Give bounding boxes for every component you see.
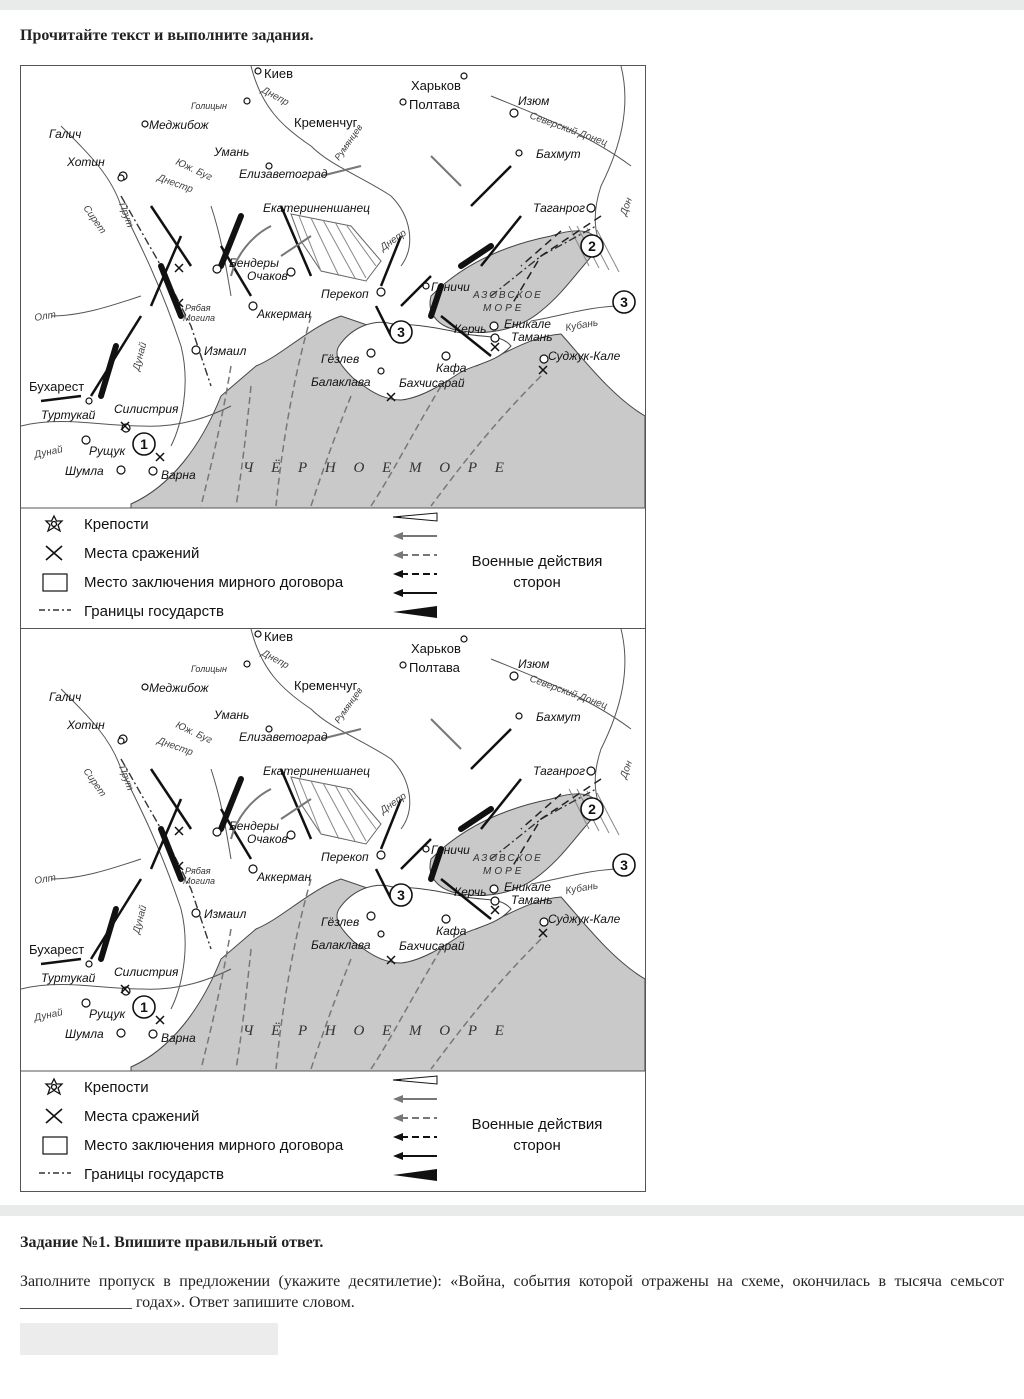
legend-fortresses: Крепости [84, 516, 149, 533]
city-elizavetgrad: Елизаветоград [239, 730, 328, 744]
city-taman: Тамань [511, 893, 553, 907]
battle-legend-icon [46, 546, 62, 560]
river-kuban: Кубань [564, 880, 599, 897]
river-prut: Прут [116, 764, 136, 793]
azov-sea-label-1: АЗОВСКОЕ [473, 853, 543, 864]
city-bakhchisaray: Бахчисарай [399, 376, 465, 390]
city-kiev: Киев [264, 66, 293, 81]
azov-sea-label-2: МОРЕ [483, 866, 525, 877]
city-kremenchug: Кременчуг [294, 115, 358, 130]
answer-input[interactable] [20, 1323, 278, 1355]
river-dnepr-north: Днепр [259, 647, 291, 672]
city-bendery: Бендеры [229, 256, 279, 270]
city-balaklava: Балаклава [311, 375, 371, 389]
marker-3-crimea: 3 [397, 887, 405, 903]
marker-2: 2 [588, 238, 596, 254]
historical-map-1 [20, 65, 646, 629]
city-kiev: Киев [264, 629, 293, 644]
black-sea-label: Ч Ё Р Н О Е М О Р Е [243, 1023, 506, 1039]
river-seversky-donets: Северский Донец [527, 673, 609, 712]
city-bukharest: Бухарест [29, 942, 85, 957]
river-dunai-north: Дунай [131, 904, 150, 935]
label-ryabaya: Рябая [185, 866, 211, 876]
legend-fortresses: Крепости [84, 1079, 149, 1096]
river-kuban: Кубань [564, 317, 599, 334]
legend [39, 513, 602, 620]
river-dunai-south: Дунай [33, 444, 64, 461]
city-silistria: Силистрия [114, 965, 179, 979]
city-kharkov: Харьков [411, 78, 461, 93]
city-izmail: Измаил [204, 344, 247, 358]
city-khotin: Хотин [67, 155, 105, 169]
city-bakhmut: Бахмут [536, 710, 581, 724]
city-uman: Умань [214, 708, 250, 722]
city-rushchuk: Рущук [89, 444, 126, 458]
city-bakhmut: Бахмут [536, 147, 581, 161]
river-dnepr-north: Днепр [259, 84, 291, 109]
city-perekop: Перекоп [321, 287, 369, 301]
marker-3-crimea: 3 [397, 324, 405, 340]
river-siret: Сирет [80, 203, 108, 237]
city-varna: Варна [161, 1031, 196, 1045]
task-question: Заполните пропуск в предложении (укажите десятилетие): «Война, события которой отражены на схеме, окончилась в тысяча семьсот ______________ годах». Ответ запишите словом. [20, 1273, 1004, 1311]
legend-battles: Места сражений [84, 1108, 200, 1125]
label-rumyantsev: Румянцев [332, 122, 365, 163]
marker-1: 1 [140, 999, 148, 1015]
map-svg [21, 66, 645, 628]
historical-map-2 [20, 628, 646, 1192]
city-genichi: Геничи [431, 280, 470, 294]
river-olt: Олт [33, 309, 57, 324]
river-yuzh-bug: Юж. Буг [173, 156, 214, 184]
label-rumyantsev: Румянцев [332, 685, 365, 726]
river-don: Дон [618, 196, 636, 218]
legend-battles: Места сражений [84, 545, 200, 562]
battle-legend-icon [46, 1109, 62, 1123]
azov-sea-label-2: МОРЕ [483, 303, 525, 314]
legend-actions-line1: Военные действия [471, 1116, 603, 1133]
legend-actions-line2: сторон [513, 574, 561, 591]
city-varna: Варна [161, 468, 196, 482]
marker-3-east: 3 [620, 294, 628, 310]
city-enikale: Еникале [504, 880, 551, 894]
city-kharkov: Харьков [411, 641, 461, 656]
city-shumla: Шумла [65, 464, 104, 478]
city-galich: Галич [49, 690, 82, 704]
river-prut: Прут [116, 201, 136, 230]
legend-actions-line2: сторон [513, 1137, 561, 1154]
map-svg [21, 629, 645, 1191]
city-ekaterinenshanets: Екатериненшанец [263, 201, 371, 215]
legend-actions-line1: Военные действия [471, 553, 603, 570]
city-medzhibozh: Меджибож [149, 118, 209, 132]
city-akkerman: Аккерман [257, 870, 312, 884]
marker-2: 2 [588, 801, 596, 817]
city-kafa: Кафа [436, 924, 467, 938]
city-kafa: Кафа [436, 361, 467, 375]
fortress-legend-icon [46, 516, 62, 531]
city-bukharest: Бухарест [29, 379, 85, 394]
city-gezlev: Гёзлев [321, 352, 360, 366]
city-enikale: Еникале [504, 317, 551, 331]
task-title: Задание №1. Впишите правильный ответ. [20, 1234, 324, 1251]
azov-sea-label-1: АЗОВСКОЕ [473, 290, 543, 301]
city-khotin: Хотин [67, 718, 105, 732]
city-poltava: Полтава [409, 660, 460, 675]
actions-legend-arrows [393, 1076, 437, 1181]
label-ryabaya: Рябая [185, 303, 211, 313]
city-sudzhuk-kale: Суджук-Кале [548, 349, 621, 363]
city-genichi: Геничи [431, 843, 470, 857]
legend-borders: Границы государств [84, 603, 224, 620]
river-don: Дон [618, 759, 636, 781]
river-dunai-north: Дунай [131, 341, 150, 372]
actions-legend-arrows [393, 513, 437, 618]
city-silistria: Силистрия [114, 402, 179, 416]
river-dnestr: Днестр [155, 735, 195, 759]
marker-1: 1 [140, 436, 148, 452]
city-ochakov: Очаков [247, 832, 288, 846]
city-turtukai: Туртукай [41, 408, 96, 422]
river-seversky-donets: Северский Донец [527, 110, 609, 149]
fortress-legend-icon [46, 1079, 62, 1094]
city-taganrog: Таганрог [533, 764, 586, 778]
label-mogila: Могила [183, 313, 216, 323]
city-perekop: Перекоп [321, 850, 369, 864]
city-turtukai: Туртукай [41, 971, 96, 985]
instruction-heading: Прочитайте текст и выполните задания. [20, 27, 314, 44]
city-taganrog: Таганрог [533, 201, 586, 215]
river-dunai-south: Дунай [33, 1007, 64, 1024]
city-bakhchisaray: Бахчисарай [399, 939, 465, 953]
city-izium: Изюм [518, 657, 550, 671]
city-kerch: Керчь [454, 885, 487, 899]
legend [39, 1076, 602, 1183]
city-balaklava: Балаклава [311, 938, 371, 952]
city-kremenchug: Кременчуг [294, 678, 358, 693]
city-shumla: Шумла [65, 1027, 104, 1041]
city-medzhibozh: Меджибож [149, 681, 209, 695]
city-sudzhuk-kale: Суджук-Кале [548, 912, 621, 926]
marker-3-east: 3 [620, 857, 628, 873]
city-taman: Тамань [511, 330, 553, 344]
legend-peace: Место заключения мирного договора [84, 1137, 344, 1154]
river-dnepr-south: Днепр [378, 790, 409, 817]
city-kerch: Керчь [454, 322, 487, 336]
city-izium: Изюм [518, 94, 550, 108]
river-olt: Олт [33, 872, 57, 887]
city-ochakov: Очаков [247, 269, 288, 283]
city-ekaterinenshanets: Екатериненшанец [263, 764, 371, 778]
label-golitsyn: Голицын [191, 101, 227, 111]
top-gray-bar [0, 0, 1024, 10]
black-sea-label: Ч Ё Р Н О Е М О Р Е [243, 460, 506, 476]
city-uman: Умань [214, 145, 250, 159]
flag-legend-icon [43, 574, 67, 591]
city-poltava: Полтава [409, 97, 460, 112]
river-dnestr: Днестр [155, 172, 195, 196]
city-elizavetgrad: Елизаветоград [239, 167, 328, 181]
legend-borders: Границы государств [84, 1166, 224, 1183]
label-golitsyn: Голицын [191, 664, 227, 674]
city-gezlev: Гёзлев [321, 915, 360, 929]
flag-legend-icon [43, 1137, 67, 1154]
legend-peace: Место заключения мирного договора [84, 574, 344, 591]
city-galich: Галич [49, 127, 82, 141]
city-rushchuk: Рущук [89, 1007, 126, 1021]
river-yuzh-bug: Юж. Буг [173, 719, 214, 747]
city-akkerman: Аккерман [257, 307, 312, 321]
river-siret: Сирет [80, 766, 108, 800]
city-izmail: Измаил [204, 907, 247, 921]
river-dnepr-south: Днепр [378, 227, 409, 254]
label-mogila: Могила [183, 876, 216, 886]
city-bendery: Бендеры [229, 819, 279, 833]
section-separator [0, 1205, 1024, 1216]
